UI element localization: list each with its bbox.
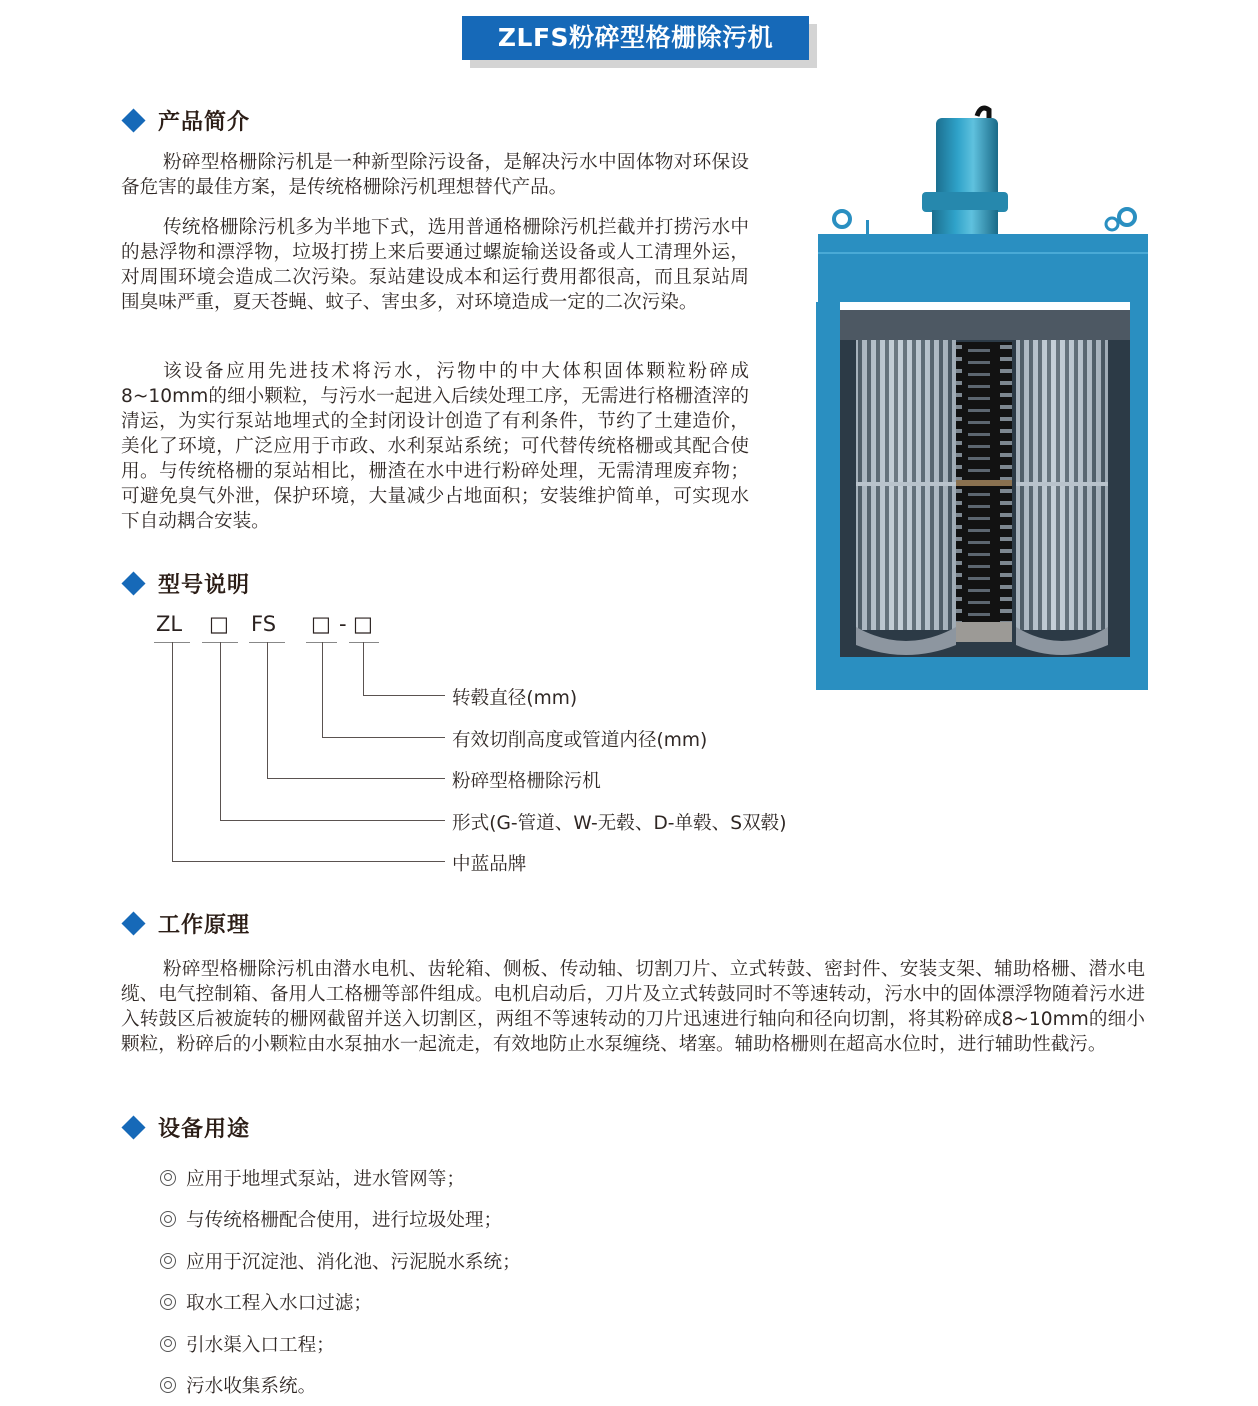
connector-line [220, 642, 221, 820]
section-title: 产品简介 [158, 110, 251, 135]
list-item [160, 1199, 521, 1241]
connector-line [363, 695, 445, 696]
uses-list [160, 1157, 521, 1406]
list-item-text: 应用于地埋式泵站，进水管网等； [186, 1168, 465, 1190]
diamond-bullet-icon [121, 108, 145, 132]
section-title: 型号说明 [158, 573, 251, 598]
connector-line [363, 642, 364, 695]
list-item [160, 1282, 521, 1324]
list-item-text: 与传统格栅配合使用，进行垃圾处理； [186, 1210, 503, 1232]
connector-line [172, 642, 173, 861]
section-heading-uses [121, 1112, 250, 1143]
section-heading-model [121, 568, 250, 599]
intro-paragraph-3: 该设备应用先进技术将污水，污物中的中大体积固体颗粒粉碎成8~10mm的细小颗粒，与污水一起进入后续处理工序，无需进行格栅渣滓的清运，为实行泵站地埋式的全封闭设计创造了有利条件，节约了土建造价，美化了环境，广泛应用于市政、水利泵站系统；可代替传统格栅或其配合使用。与传统格栅的泵站相比，栅渣在水中进行粉碎处理，无需清理废弃物；可避免臭气外泄，保护环境，大量减少占地面积；安装维护简单，可实现水下自动耦合安装。 [121, 361, 749, 532]
legend-diameter: 转毂直径(mm) [452, 688, 578, 709]
legend-type: 粉碎型格栅除污机 [452, 771, 601, 792]
connector-line [267, 642, 268, 778]
code-segment-height: □ [311, 612, 331, 636]
list-item [160, 1157, 521, 1199]
double-circle-icon [160, 1377, 176, 1393]
section-title: 工作原理 [158, 913, 251, 938]
diamond-bullet-icon [121, 911, 145, 935]
list-item [160, 1323, 521, 1365]
code-segment-brand: ZL [156, 612, 183, 636]
title-banner [462, 16, 817, 68]
intro-paragraph-2: 传统格栅除污机多为半地下式，选用普通格栅除污机拦截并打捞污水中的悬浮物和漂浮物，垃圾打捞上来后要通过螺旋输送设备或人工清理外运，对周围环境会造成二次污染。泵站建设成本和运行费用都很高，而且泵站周围臭味严重，夏天苍蝇、蚊子、害虫多，对环境造成一定的二次污染。 [121, 217, 749, 313]
list-item-text: 取水工程入水口过滤； [186, 1293, 372, 1315]
grinder-machine-icon [816, 102, 1148, 690]
connector-line [172, 861, 445, 862]
connector-line [220, 820, 445, 821]
double-circle-icon [160, 1253, 176, 1269]
legend-height: 有效切削高度或管道内径(mm) [452, 730, 708, 751]
connector-line [267, 778, 445, 779]
connector-line [322, 737, 445, 738]
list-item [160, 1365, 521, 1406]
diamond-bullet-icon [121, 1115, 145, 1139]
list-item-text: 引水渠入口工程； [186, 1334, 335, 1356]
legend-form: 形式(G-管道、W-无毂、D-单毂、S双毂) [452, 813, 787, 834]
double-circle-icon [160, 1170, 176, 1186]
double-circle-icon [160, 1294, 176, 1310]
double-circle-icon [160, 1211, 176, 1227]
intro-paragraph-1: 粉碎型格栅除污机是一种新型除污设备，是解决污水中固体物对环保设备危害的最佳方案，是传统格栅除污机理想替代产品。 [121, 152, 749, 198]
code-segment-type: FS [251, 612, 277, 636]
section-heading-intro [121, 105, 250, 136]
code-separator: - [339, 612, 347, 636]
list-item-text: 应用于沉淀池、消化池、污泥脱水系统； [186, 1251, 521, 1273]
code-segment-diameter: □ [353, 612, 373, 636]
page-title: ZLFS粉碎型格栅除污机 [462, 16, 809, 60]
code-segment-form: □ [209, 612, 229, 636]
underline [349, 642, 379, 643]
list-item-text: 污水收集系统。 [186, 1376, 317, 1398]
legend-brand: 中蓝品牌 [452, 854, 527, 875]
list-item [160, 1240, 521, 1282]
section-heading-principle [121, 908, 250, 939]
double-circle-icon [160, 1336, 176, 1352]
principle-paragraph: 粉碎型格栅除污机由潜水电机、齿轮箱、侧板、传动轴、切割刀片、立式转鼓、密封件、安装支架、辅助格栅、潜水电缆、电气控制箱、备用人工格栅等部件组成。电机启动后，刀片及立式转鼓同时不等速转动，污水中的固体漂浮物随着污水进入转鼓区后被旋转的栅网截留并送入切割区，两组不等速转动的刀片迅速进行轴向和径向切割，将其粉碎成8~10mm的细小颗粒，粉碎后的小颗粒由水泵抽水一起流走，有效地防止水泵缠绕、堵塞。辅助格栅则在超高水位时，进行辅助性截污。 [121, 959, 1145, 1055]
diamond-bullet-icon [121, 571, 145, 595]
connector-line [322, 642, 323, 737]
product-image [816, 102, 1148, 690]
section-title: 设备用途 [158, 1117, 251, 1142]
